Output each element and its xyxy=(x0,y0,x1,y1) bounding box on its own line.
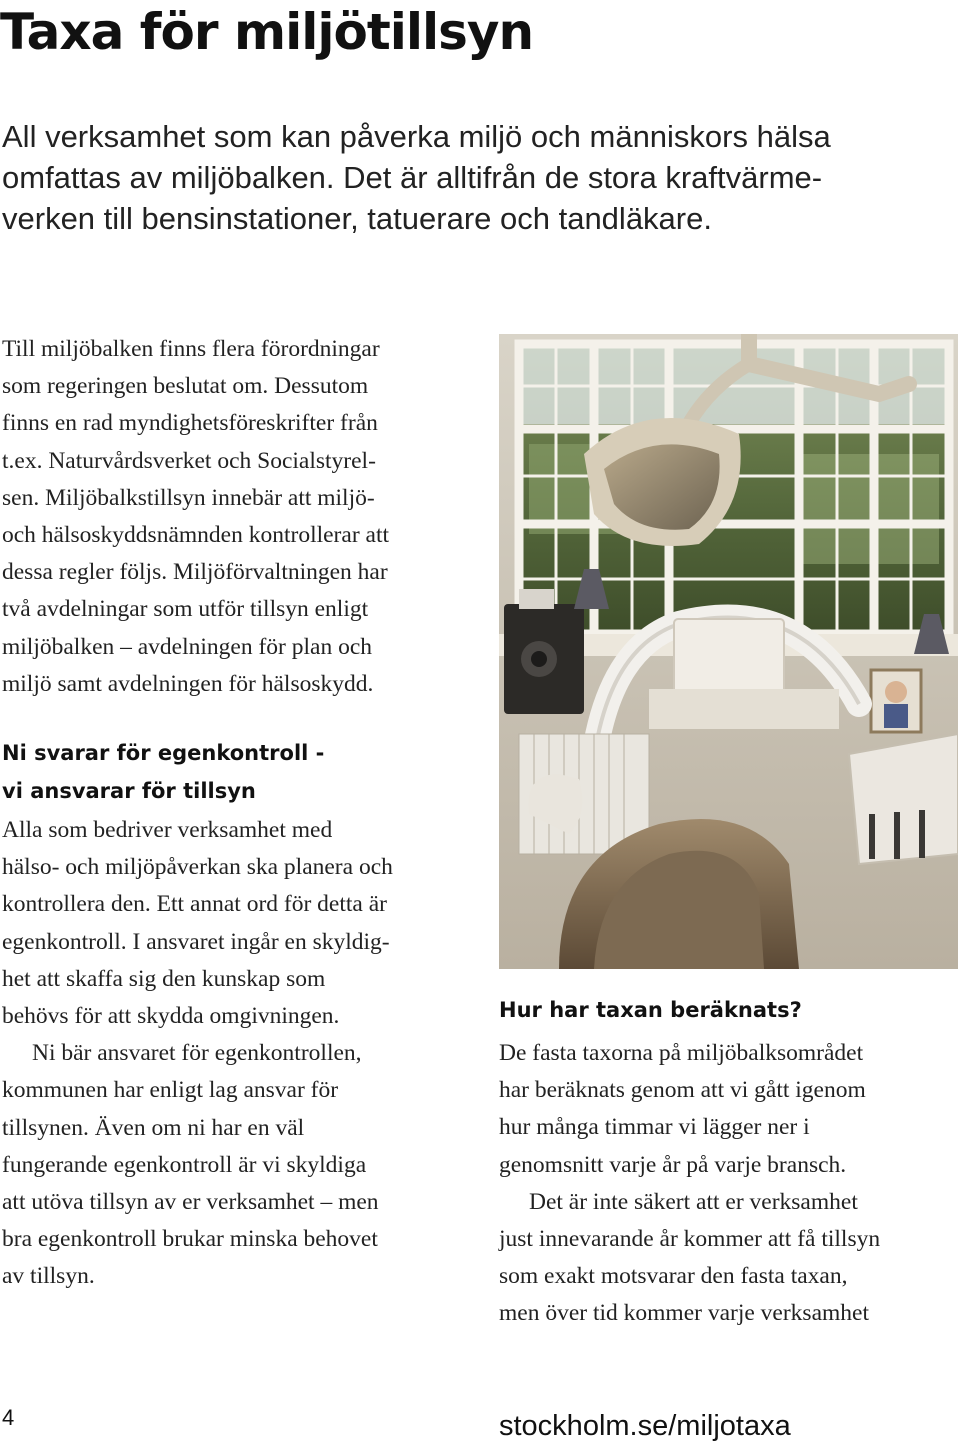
text-line: het att skaffa sig den kunskap som xyxy=(2,965,326,992)
page-number: 4 xyxy=(2,1405,15,1430)
body-paragraph-regulations xyxy=(2,331,472,703)
text-line: behövs för att skydda omgivningen. xyxy=(2,1003,340,1030)
text-line: fungerande egenkontroll är vi skyldiga xyxy=(2,1151,367,1178)
body-section-taxa xyxy=(499,1035,959,1333)
heading-line: Hur har taxan beräknats? xyxy=(499,998,802,1022)
text-line: miljöbalken – avdelningen för plan och xyxy=(2,633,373,660)
text-line: bra egenkontroll brukar minska behovet xyxy=(2,1226,378,1253)
text-line: just innevarande år kommer att få tillsyn xyxy=(499,1226,881,1253)
text-line: Det är inte säkert att er verksamhet xyxy=(529,1188,858,1215)
paragraph xyxy=(499,1035,959,1184)
text-line: Till miljöbalken finns flera förordningar xyxy=(2,336,380,362)
text-line: kommunen har enligt lag ansvar för xyxy=(2,1077,339,1104)
text-line: kontrollera den. Ett annat ord för detta är xyxy=(2,891,387,918)
paragraph xyxy=(499,1184,959,1333)
heading-line: vi ansvarar för tillsyn xyxy=(2,779,256,803)
text-line: att utöva tillsyn av er verksamhet – men xyxy=(2,1189,379,1216)
text-line: t.ex. Naturvårdsverket och Socialstyrel- xyxy=(2,447,376,474)
text-line: har beräknats genom att vi gått igenom xyxy=(499,1077,866,1104)
text-line: Alla som bedriver verksamhet med xyxy=(2,817,333,843)
heading-line: Ni svarar för egenkontroll - xyxy=(2,741,325,765)
section-heading-taxa xyxy=(499,991,959,1029)
dental-chair-illustration xyxy=(499,334,958,969)
text-line: finns en rad myndighetsföreskrifter från xyxy=(2,410,378,437)
text-line: som exakt motsvarar den fasta taxan, xyxy=(499,1263,848,1290)
text-line: och hälsoskyddsnämnden kontrollerar att xyxy=(2,522,390,549)
text-line: hur många timmar vi lägger ner i xyxy=(499,1114,810,1141)
paragraph xyxy=(2,1035,472,1295)
page-title: Taxa för miljötillsyn xyxy=(0,3,534,61)
dental-clinic-photo xyxy=(499,334,958,969)
section-heading-egenkontroll xyxy=(2,734,472,810)
text-line: hälso- och miljöpåverkan ska planera och xyxy=(2,854,393,881)
text-line: miljö samt avdelningen för hälsoskydd. xyxy=(2,670,374,697)
text-line: av tillsyn. xyxy=(2,1263,95,1290)
text-line: De fasta taxorna på miljöbalksområdet xyxy=(499,1040,864,1066)
text-line: genomsnitt varje år på varje bransch. xyxy=(499,1151,847,1178)
text-line: tillsynen. Även om ni har en väl xyxy=(2,1114,305,1141)
text-line: Ni bär ansvaret för egenkontrollen, xyxy=(32,1040,362,1067)
body-section-egenkontroll xyxy=(2,812,472,1296)
text-line: men över tid kommer varje verksamhet xyxy=(499,1300,869,1327)
text-line: egenkontroll. I ansvaret ingår en skyldig- xyxy=(2,928,390,955)
text-line: som regeringen beslutat om. Dessutom xyxy=(2,373,369,400)
text-line: två avdelningar som utför tillsyn enligt xyxy=(2,596,369,623)
text-line: dessa regler följs. Miljöförvaltningen har xyxy=(2,559,388,586)
intro-line: All verksamhet som kan påverka miljö och människors hälsa xyxy=(2,119,831,154)
intro-paragraph xyxy=(2,116,952,239)
text-line: sen. Miljöbalkstillsyn innebär att miljö- xyxy=(2,484,375,511)
intro-line: omfattas av miljöbalken. Det är alltifrån de stora kraftvärme- xyxy=(2,160,823,195)
intro-line: verken till bensinstationer, tatuerare och tandläkare. xyxy=(2,201,712,236)
paragraph xyxy=(2,812,472,1035)
website-link[interactable]: stockholm.se/miljotaxa xyxy=(499,1410,791,1442)
